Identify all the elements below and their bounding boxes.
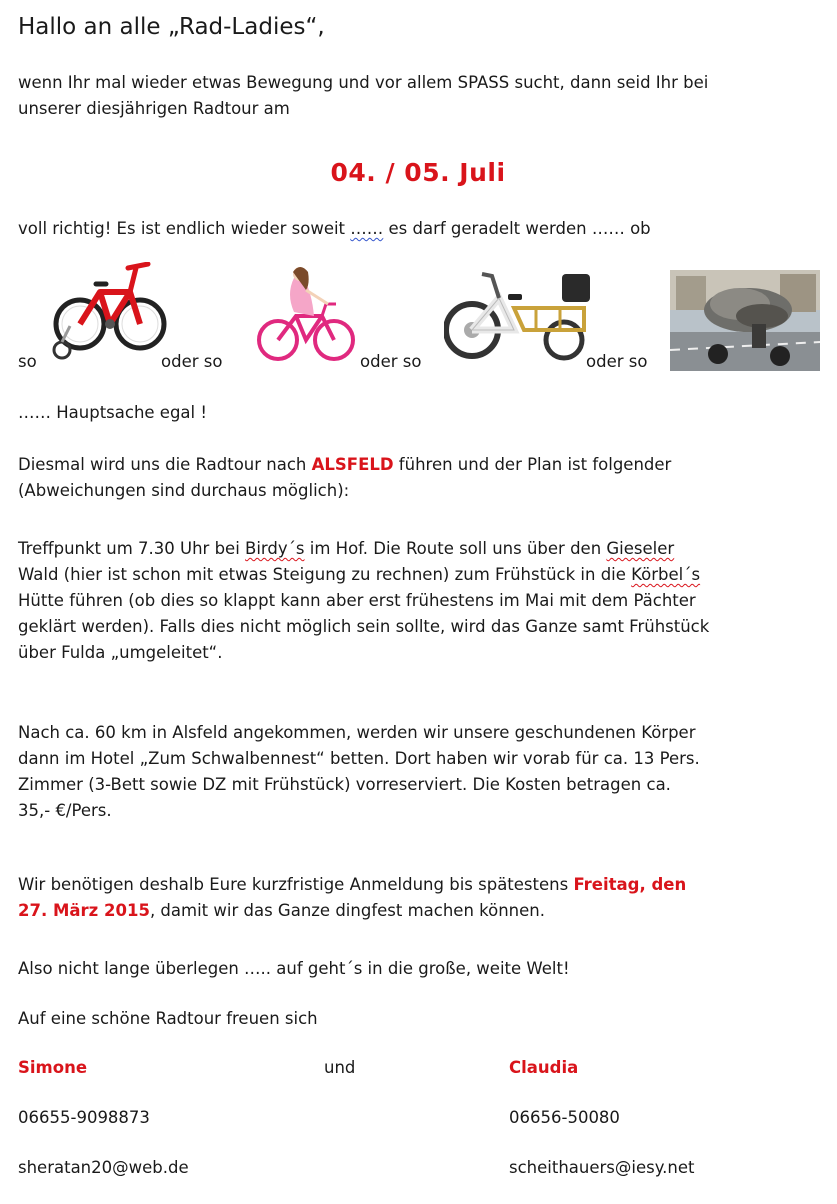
phone-claudia: 06656-50080 bbox=[509, 1108, 620, 1127]
label-oder-so-1: oder so bbox=[161, 352, 223, 371]
plan-city: ALSFELD bbox=[311, 455, 394, 474]
anmeldung-text-b: , damit wir das Ganze dingfest machen können. bbox=[149, 901, 545, 920]
intro-line-1: wenn Ihr mal wieder etwas Bewegung und vor allem SPASS sucht, dann seid Ihr bei bbox=[18, 73, 709, 92]
greeting: Hallo an alle „Rad-Ladies“, bbox=[18, 14, 325, 40]
treff-text-2a: Wald (hier ist schon mit etwas Steigung zu rechnen) zum Frühstück in die bbox=[18, 565, 632, 584]
treff-text-1a: Treffpunkt um 7.30 Uhr bei bbox=[18, 539, 246, 558]
hotel-paragraph bbox=[18, 720, 830, 824]
signer-name-simone: Simone bbox=[18, 1058, 88, 1077]
treff-gieseler: Gieseler bbox=[606, 539, 675, 558]
signer-name-claudia: Claudia bbox=[509, 1058, 579, 1077]
email-claudia[interactable]: scheithauers@iesy.net bbox=[509, 1158, 695, 1177]
label-oder-so-2: oder so bbox=[360, 352, 422, 371]
anmeldung-line-1 bbox=[18, 872, 830, 898]
hauptsache-line: …… Hauptsache egal ! bbox=[18, 403, 207, 422]
anmeldung-paragraph bbox=[18, 872, 830, 924]
treff-line-2 bbox=[18, 562, 830, 588]
treff-birdy: Birdy´s bbox=[245, 539, 305, 558]
hotel-line-4: 35,- €/Pers. bbox=[18, 801, 112, 820]
voll-richtig-line bbox=[18, 216, 830, 242]
loaded-scooter-photo bbox=[670, 270, 820, 371]
signature-und: und bbox=[324, 1058, 356, 1077]
anmeldung-deadline-day: Freitag, den bbox=[573, 875, 687, 894]
hotel-line-3: Zimmer (3-Bett sowie DZ mit Frühstück) vorreserviert. Die Kosten betragen ca. bbox=[18, 775, 671, 794]
email-simone[interactable]: sheratan20@web.de bbox=[18, 1158, 189, 1177]
treff-text-1b: im Hof. Die Route soll uns über den bbox=[304, 539, 607, 558]
anmeldung-text-a: Wir benötigen deshalb Eure kurzfristige Anmeldung bis spätestens bbox=[18, 875, 574, 894]
treff-koerbel: Körbel´s bbox=[631, 565, 701, 584]
treffpunkt-paragraph bbox=[18, 536, 830, 666]
girl-on-bike-icon bbox=[256, 264, 356, 369]
plan-paragraph bbox=[18, 452, 830, 504]
treff-line-5: über Fulda „umgeleitet“. bbox=[18, 643, 223, 662]
label-oder-so-3: oder so bbox=[586, 352, 648, 371]
kids-bike-icon bbox=[48, 262, 168, 367]
voll-text-b: es darf geradelt werden …… ob bbox=[383, 219, 651, 238]
bike-examples bbox=[18, 258, 830, 378]
anmeldung-deadline-date: 27. März 2015 bbox=[18, 901, 150, 920]
phone-simone: 06655-9098873 bbox=[18, 1108, 150, 1127]
hotel-line-1: Nach ca. 60 km in Alsfeld angekommen, werden wir unsere geschundenen Körper bbox=[18, 723, 696, 742]
freuen-line: Auf eine schöne Radtour freuen sich bbox=[18, 1009, 318, 1028]
label-so: so bbox=[18, 352, 37, 371]
plan-text-a: Diesmal wird uns die Radtour nach bbox=[18, 455, 312, 474]
intro-line-2: unserer diesjährigen Radtour am bbox=[18, 99, 290, 118]
treff-line-3: Hütte führen (ob dies so klappt kann aber erst frühestens im Mai mit dem Pächter bbox=[18, 591, 696, 610]
treff-line-1 bbox=[18, 536, 830, 562]
cargo-trike-icon bbox=[444, 268, 594, 368]
hotel-line-2: dann im Hotel „Zum Schwalbennest“ betten. Dort haben wir vorab für ca. 13 Pers. bbox=[18, 749, 700, 768]
voll-text-a: voll richtig! Es ist endlich wieder soweit bbox=[18, 219, 351, 238]
ueberlegen-line: Also nicht lange überlegen ….. auf geht´s in die große, weite Welt! bbox=[18, 959, 570, 978]
plan-text-b: führen und der Plan ist folgender bbox=[393, 455, 672, 474]
treff-line-4: geklärt werden). Falls dies nicht möglich sein sollte, wird das Ganze samt Frühstück bbox=[18, 617, 710, 636]
anmeldung-line-2 bbox=[18, 898, 830, 924]
intro-paragraph bbox=[18, 70, 830, 122]
voll-dots: …… bbox=[350, 219, 384, 238]
tour-date: 04. / 05. Juli bbox=[330, 158, 506, 187]
plan-line-2: (Abweichungen sind durchaus möglich): bbox=[18, 481, 350, 500]
plan-line-1 bbox=[18, 452, 830, 478]
